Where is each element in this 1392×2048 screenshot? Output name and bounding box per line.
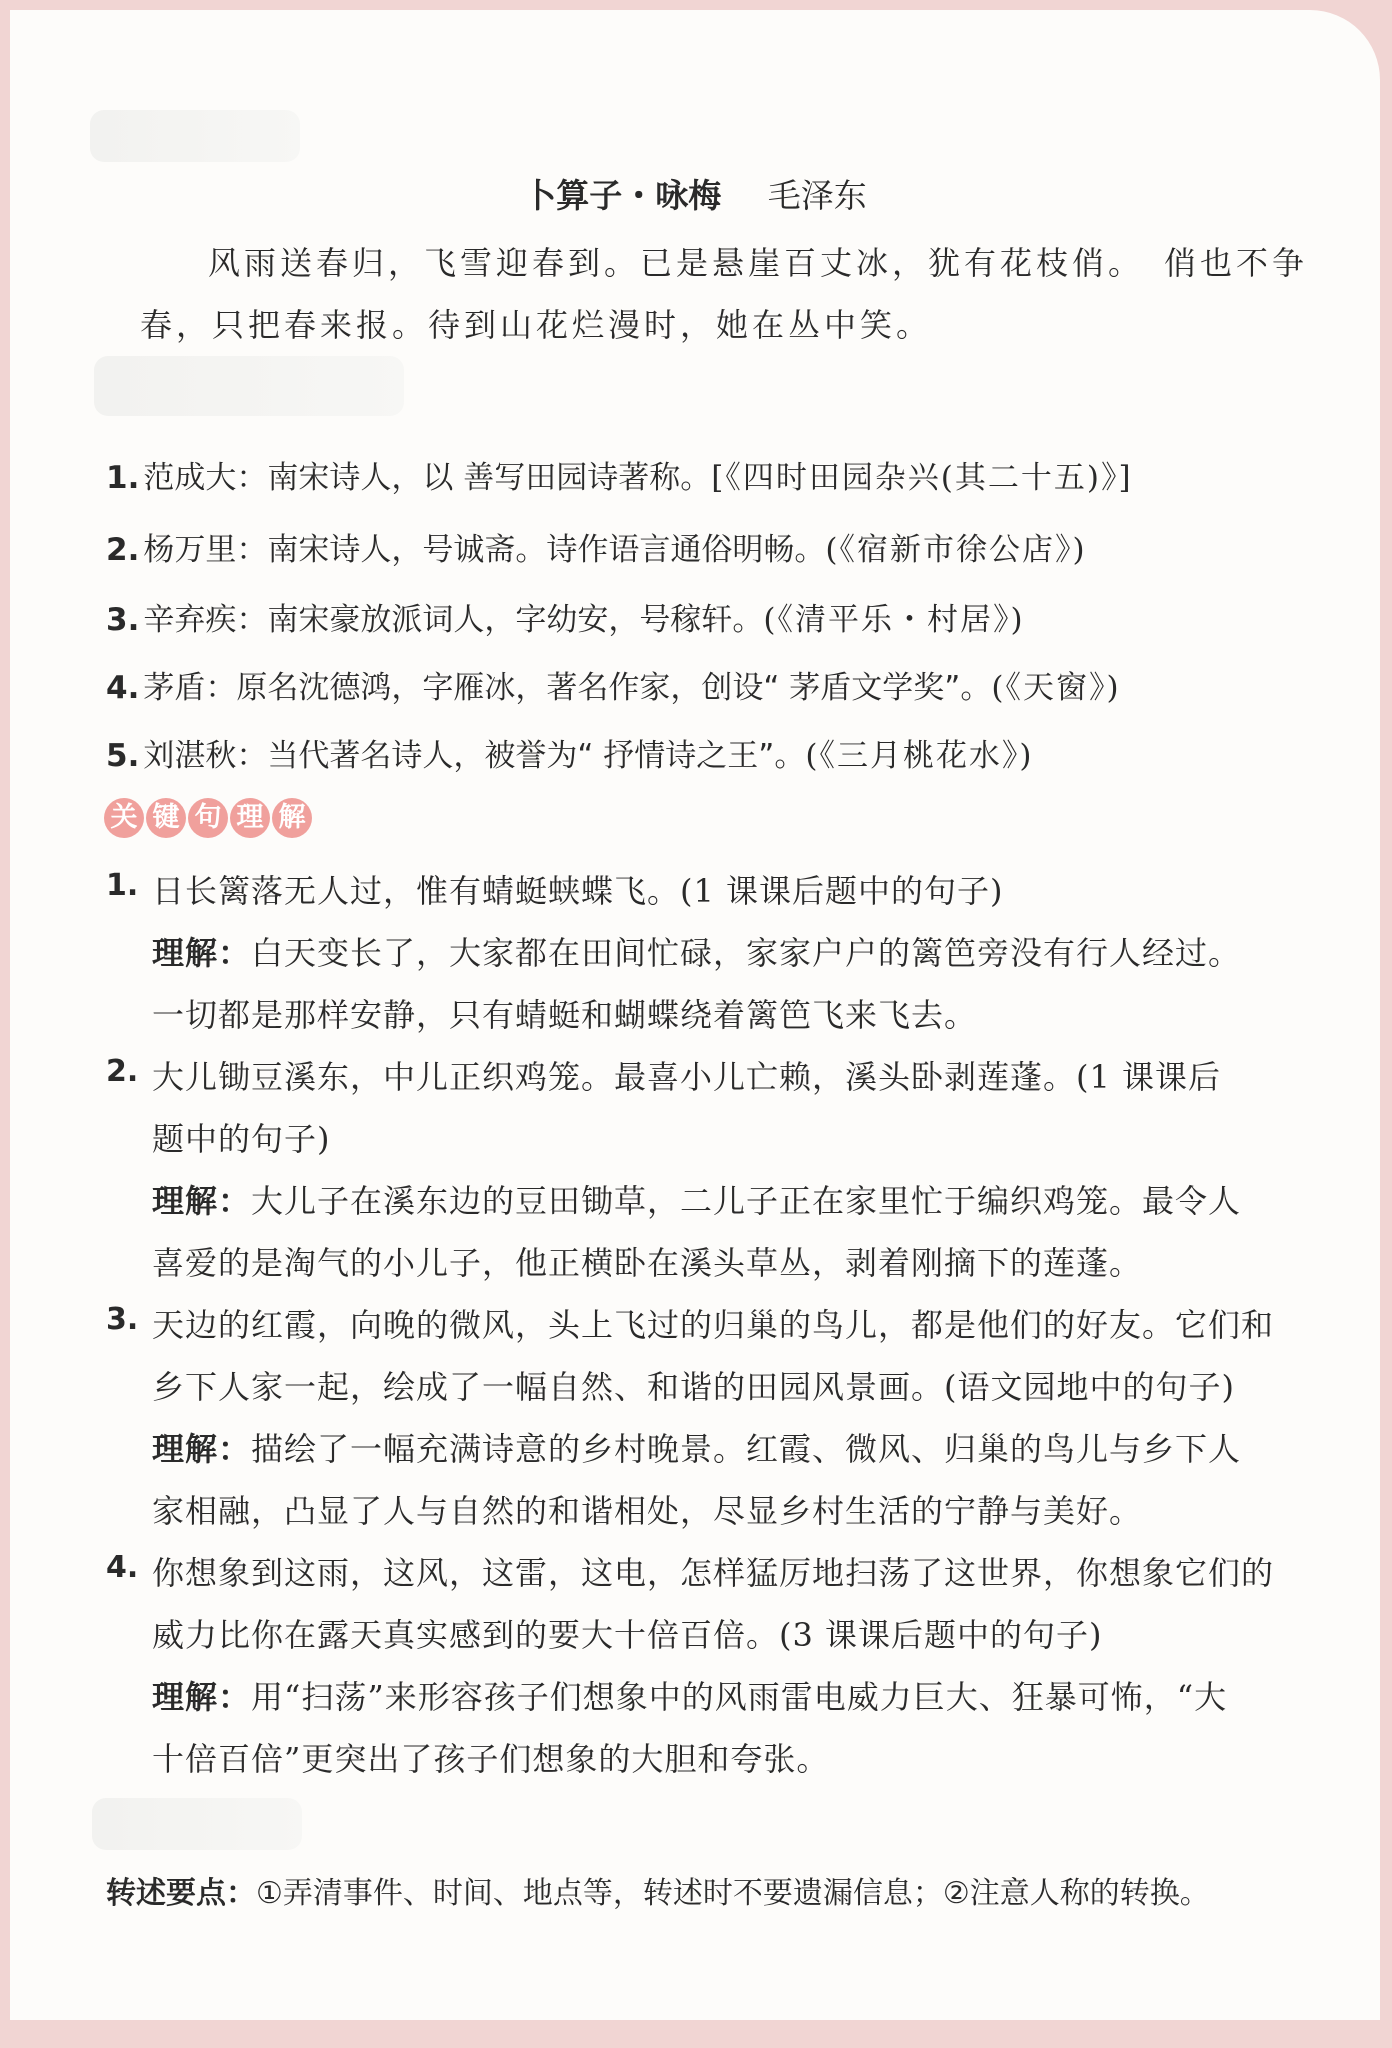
explanation-line	[152, 928, 1316, 974]
poet-row	[106, 730, 1320, 775]
faded-header-top	[90, 110, 300, 162]
sentence-number: 2.	[106, 1054, 139, 1089]
sentence-line: 日长篱落无人过，惟有蜻蜓蛱蝶飞。(1 课课后题中的句子)	[152, 872, 1004, 910]
understanding-label: 理解：	[152, 1430, 252, 1468]
section-title-char: 解	[272, 798, 312, 838]
poet-text: 茅盾：原名沈德鸿，字雁冰，著名作家，创设“ 茅盾文学奖”。	[143, 670, 992, 706]
poem-name: 卜算子・咏梅	[523, 176, 722, 215]
explanation-line: 一切都是那样安静，只有蜻蜓和蝴蝶绕着篱笆飞来飞去。	[152, 996, 978, 1034]
sentence-line: 题中的句子)	[152, 1120, 331, 1158]
faded-header-retell	[92, 1798, 302, 1850]
sentence-line: 大儿锄豆溪东，中儿正织鸡笼。最喜小儿亡赖，溪头卧剥莲蓬。(1 课课后	[152, 1058, 1222, 1096]
explanation-line: 家相融，凸显了人与自然的和谐相处，尽显乡村生活的宁静与美好。	[152, 1492, 1143, 1530]
explanation-text: 用“扫荡”来形容孩子们想象中的风雨雷电威力巨大、狂暴可怖，“大	[251, 1678, 1228, 1716]
understanding-label: 理解：	[152, 1182, 252, 1220]
explanation-text: 大儿子在溪东边的豆田锄草，二儿子正在家里忙于编织鸡笼。最令人	[251, 1182, 1242, 1220]
sentence-line: 你想象到这雨，这风，这雷，这电，怎样猛厉地扫荡了这世界，你想象它们的	[152, 1554, 1275, 1592]
poet-work: [《四时田园杂兴(其二十五)》]	[711, 460, 1133, 496]
poem-line-2: 春，只把春来报。待到山花烂漫时，她在丛中笑。	[140, 306, 933, 344]
poet-row	[106, 524, 1320, 569]
sentence-line: 威力比你在露天真实感到的要大十倍百倍。(3 课课后题中的句子)	[152, 1616, 1103, 1654]
retell-tips-text: ①弄清事件、时间、地点等，转述时不要遗漏信息；②注意人称的转换。	[256, 1876, 1210, 1911]
poet-row	[106, 452, 1320, 497]
poet-text: 杨万里：南宋诗人，号诚斋。诗作语言通俗明畅。	[143, 532, 826, 568]
poet-number: 3.	[106, 602, 140, 638]
faded-header-poets	[94, 356, 404, 416]
poet-number: 1.	[106, 460, 140, 496]
section-title-char: 键	[146, 798, 186, 838]
poet-work: (《天窗》)	[991, 670, 1121, 706]
explanation-line	[152, 1424, 1316, 1470]
section-title-char: 句	[188, 798, 228, 838]
poem-author: 毛泽东	[767, 176, 867, 215]
poet-work: (《三月桃花水》)	[805, 738, 1034, 774]
explanation-line	[152, 1672, 1316, 1718]
retell-tips-label: 转述要点：	[106, 1876, 256, 1911]
section-title-char: 关	[104, 798, 144, 838]
poet-row	[106, 594, 1320, 639]
explanation-line	[152, 1176, 1316, 1222]
document-page	[10, 10, 1380, 2020]
understanding-label: 理解：	[152, 1678, 252, 1716]
explanation-text: 白天变长了，大家都在田间忙碌，家家户户的篱笆旁没有行人经过。	[251, 934, 1242, 972]
poet-number: 5.	[106, 738, 140, 774]
explanation-line: 喜爱的是淘气的小儿子，他正横卧在溪头草丛，剥着刚摘下的莲蓬。	[152, 1244, 1143, 1282]
poet-text: 范成大：南宋诗人，以 善写田园诗著称。	[143, 460, 712, 496]
poet-number: 4.	[106, 670, 140, 706]
sentence-line: 天边的红霞，向晚的微风，头上飞过的归巢的鸟儿，都是他们的好友。它们和	[152, 1306, 1275, 1344]
poet-row	[106, 662, 1320, 707]
poet-text: 辛弃疾：南宋豪放派词人，字幼安，号稼轩。	[143, 602, 764, 638]
poem-title	[10, 170, 1380, 217]
poet-work: (《宿新市徐公店》)	[825, 532, 1087, 568]
sentence-number: 3.	[106, 1302, 139, 1337]
explanation-line: 十倍百倍”更突出了孩子们想象的大胆和夸张。	[152, 1740, 830, 1778]
poem-line-1: 风雨送春归，飞雪迎春到。已是悬崖百丈冰，犹有花枝俏。 俏也不争	[208, 244, 1309, 282]
poet-text: 刘湛秋：当代著名诗人，被誉为“ 抒情诗之王”。	[143, 738, 806, 774]
sentence-number: 4.	[106, 1550, 139, 1585]
section-title-char: 理	[230, 798, 270, 838]
section-title-key-sentences	[104, 798, 312, 838]
poet-work: (《清平乐・村居》)	[763, 602, 1025, 638]
understanding-label: 理解：	[152, 934, 252, 972]
sentence-line: 乡下人家一起，绘成了一幅自然、和谐的田园风景画。(语文园地中的句子)	[152, 1368, 1235, 1406]
poet-number: 2.	[106, 532, 140, 568]
retell-tips	[106, 1868, 1210, 1912]
sentence-number: 1.	[106, 868, 139, 903]
explanation-text: 描绘了一幅充满诗意的乡村晚景。红霞、微风、归巢的鸟儿与乡下人	[251, 1430, 1242, 1468]
